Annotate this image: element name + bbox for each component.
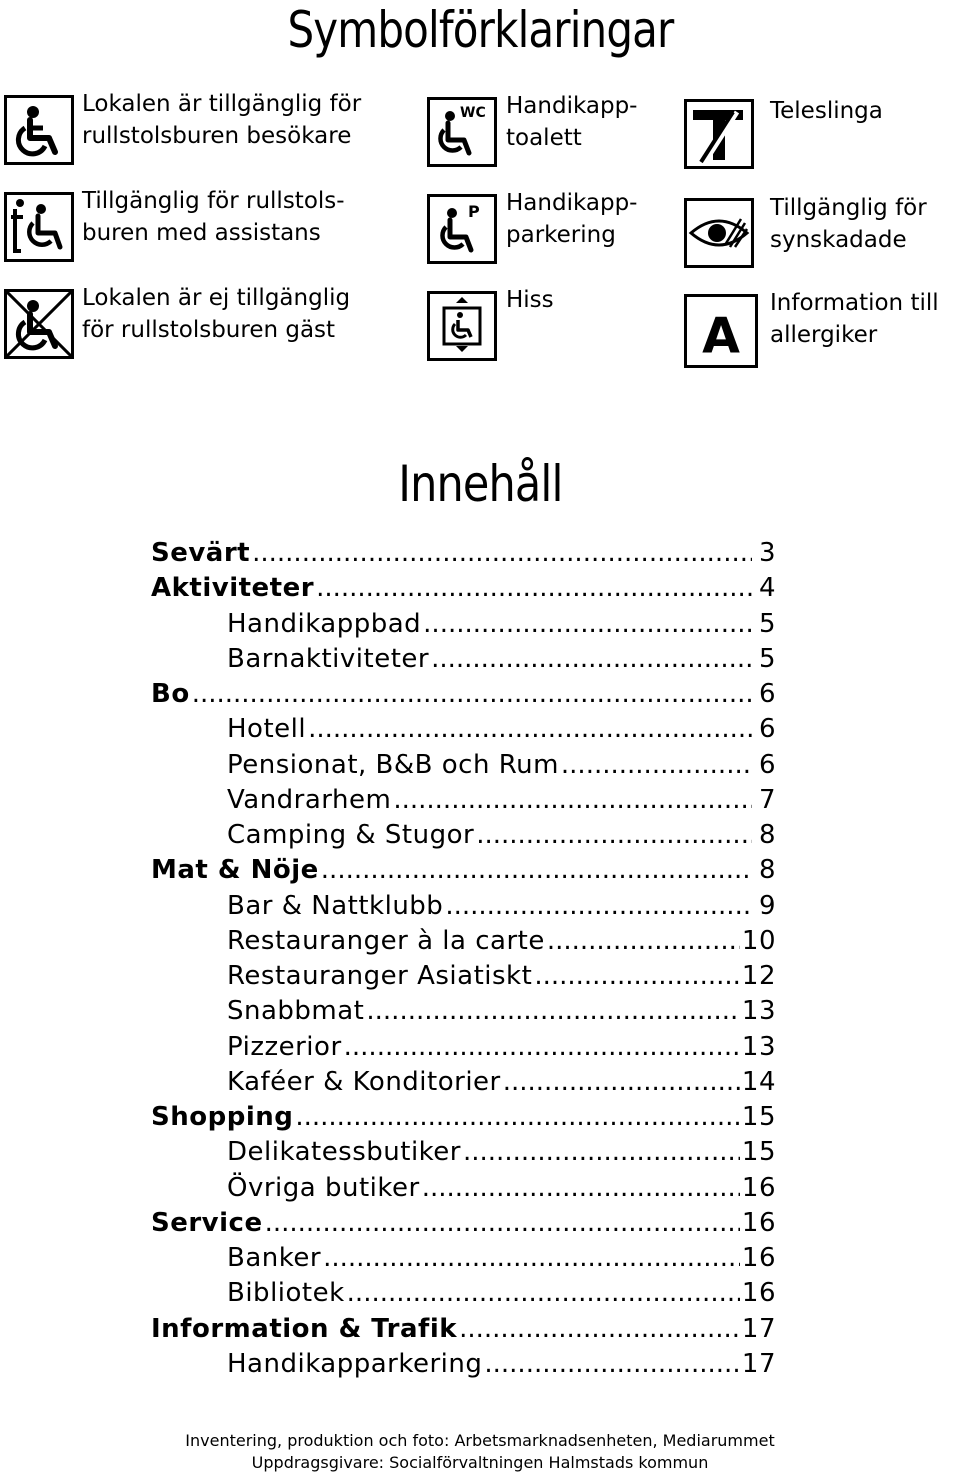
toc-entry <box>151 1206 776 1241</box>
toc-entry-page: 13 <box>741 996 776 1027</box>
elevator-icon <box>427 291 497 361</box>
footer-credits: Inventering, produktion och foto: Arbetsmarknadsenheten, Mediarummet <box>185 1431 775 1450</box>
toc-entry-page: 4 <box>758 573 776 604</box>
toc-entry <box>151 1135 776 1170</box>
toc-entry <box>151 1241 776 1276</box>
toc-entry <box>151 536 776 571</box>
toc-entry-label: Barnaktiviteter <box>227 643 430 674</box>
toc-leader-dots <box>316 571 752 606</box>
toc-entry-label: Snabbmat <box>227 996 365 1027</box>
toc-leader-dots <box>323 1241 740 1276</box>
legend-wc-text: Handikapp- toalett <box>506 93 638 151</box>
toc-entry-label: Aktiviteter <box>151 573 315 604</box>
toc-entry <box>151 924 776 959</box>
toc-entry <box>151 1065 776 1100</box>
toc-leader-dots <box>252 536 752 571</box>
toc-entry-page: 17 <box>741 1348 776 1379</box>
toc-entry-page: 3 <box>758 538 776 568</box>
toc-entry-page: 12 <box>741 961 776 991</box>
hearing-loop-icon <box>684 99 754 169</box>
wheelchair-assist-icon <box>4 192 74 262</box>
legend-allergy-text: Information till allergiker <box>770 290 939 348</box>
toc-entry <box>151 853 776 888</box>
footer-client: Uppdragsgivare: Socialförvaltningen Halmstads kommun <box>251 1453 709 1472</box>
toc-entry <box>151 1276 776 1311</box>
toc-leader-dots <box>422 1171 740 1206</box>
toc-entry-page: 5 <box>758 643 776 674</box>
toc-entry-page: 13 <box>741 1031 776 1062</box>
toc-leader-dots <box>534 959 740 994</box>
toc-leader-dots <box>344 1030 740 1065</box>
toc-entry-label: Pizzerior <box>227 1031 342 1062</box>
svg-text:A: A <box>702 307 740 365</box>
toc-entry-label: Hotell <box>227 714 307 745</box>
eye-icon <box>684 198 754 268</box>
toc-entry-label: Restauranger Asiatiskt <box>227 961 533 991</box>
legend-wheelchair-crossed-text: Lokalen är ej tillgänglig för rullstolsburen gäst <box>82 285 351 343</box>
legend-wheelchair-text: Lokalen är tillgänglig för rullstolsburen besökare <box>82 91 362 149</box>
toc-entry <box>151 818 776 853</box>
toc-leader-dots <box>463 1135 740 1170</box>
allergy-icon <box>684 294 758 368</box>
toc-entry <box>151 1171 776 1206</box>
svg-text:P: P <box>468 202 480 221</box>
toc-leader-dots <box>561 748 752 783</box>
table-of-contents <box>151 536 776 1382</box>
toc-entry <box>151 783 776 818</box>
legend-hearing-loop-text: Teleslinga <box>770 98 883 124</box>
toc-leader-dots <box>295 1100 740 1135</box>
toc-leader-dots <box>321 853 752 888</box>
toc-entry-page: 6 <box>758 679 776 709</box>
toc-entry-page: 6 <box>758 749 776 780</box>
toc-leader-dots <box>423 607 752 642</box>
toc-entry-page: 15 <box>741 1137 776 1168</box>
toc-entry-page: 16 <box>741 1172 776 1203</box>
toc-entry-label: Restauranger à la carte <box>227 925 545 956</box>
toc-entry-label: Shopping <box>151 1102 294 1132</box>
toc-leader-dots <box>476 818 752 853</box>
page-title: Symbolförklaringar <box>287 1 674 59</box>
toc-entry-label: Banker <box>227 1243 322 1273</box>
toc-entry-page: 14 <box>741 1066 776 1097</box>
toc-leader-dots <box>192 677 752 712</box>
toc-entry-page: 15 <box>741 1102 776 1132</box>
toc-leader-dots <box>503 1065 740 1100</box>
footer <box>0 1430 960 1474</box>
toc-entry-label: Bibliotek <box>227 1278 345 1309</box>
toc-entry <box>151 677 776 712</box>
toc-entry-label: Delikatessbutiker <box>227 1137 461 1168</box>
toc-leader-dots <box>484 1347 740 1382</box>
wc-wheelchair-icon <box>427 97 497 167</box>
toc-entry-page: 10 <box>741 925 776 956</box>
toc-entry-page: 17 <box>741 1313 776 1344</box>
toc-entry-page: 16 <box>741 1207 776 1238</box>
toc-entry-page: 6 <box>758 714 776 745</box>
toc-entry-label: Pensionat, B&B och Rum <box>227 749 559 780</box>
toc-leader-dots <box>431 642 752 677</box>
toc-entry-label: Bar & Nattklubb <box>227 890 444 921</box>
toc-entry <box>151 571 776 606</box>
toc-entry-page: 16 <box>741 1278 776 1309</box>
toc-entry <box>151 959 776 994</box>
toc-entry-label: Vandrarhem <box>227 784 392 815</box>
toc-entry-label: Bo <box>151 679 190 709</box>
toc-entry-label: Sevärt <box>151 538 251 568</box>
toc-leader-dots <box>347 1276 740 1311</box>
legend-elevator-text: Hiss <box>506 287 554 313</box>
toc-entry-page: 16 <box>741 1243 776 1273</box>
toc-entry <box>151 712 776 747</box>
toc-entry-page: 8 <box>758 820 776 850</box>
toc-entry <box>151 1100 776 1135</box>
toc-leader-dots <box>366 994 740 1029</box>
legend-eye-text: Tillgänglig för synskadade <box>770 195 927 253</box>
toc-leader-dots <box>547 924 740 959</box>
toc-leader-dots <box>393 783 752 818</box>
toc-entry <box>151 642 776 677</box>
toc-leader-dots <box>265 1206 740 1241</box>
parking-wheelchair-icon <box>427 194 497 264</box>
toc-entry-label: Camping & Stugor <box>227 820 475 850</box>
legend-wheelchair-assist-text: Tillgänglig för rullstols- buren med assistans <box>82 188 345 246</box>
toc-entry-label: Handikapparkering <box>227 1348 483 1379</box>
toc-leader-dots <box>308 712 752 747</box>
toc-leader-dots <box>445 889 752 924</box>
wheelchair-crossed-icon <box>4 289 74 359</box>
svg-text:WC: WC <box>460 105 486 121</box>
toc-entry-page: 8 <box>758 855 776 886</box>
toc-entry-page: 7 <box>758 784 776 815</box>
toc-entry-label: Mat & Nöje <box>151 855 319 886</box>
toc-entry-label: Övriga butiker <box>227 1172 420 1203</box>
toc-title: Innehåll <box>398 455 563 513</box>
toc-entry-label: Kaféer & Konditorier <box>227 1066 501 1097</box>
toc-entry <box>151 1312 776 1347</box>
legend-parking-text: Handikapp- parkering <box>506 190 638 248</box>
toc-entry <box>151 1030 776 1065</box>
toc-entry <box>151 607 776 642</box>
toc-entry-page: 5 <box>758 608 776 639</box>
toc-leader-dots <box>459 1312 740 1347</box>
toc-entry <box>151 889 776 924</box>
toc-entry-label: Handikappbad <box>227 608 422 639</box>
toc-entry-label: Information & Trafik <box>151 1313 458 1344</box>
toc-entry <box>151 748 776 783</box>
toc-entry-page: 9 <box>758 890 776 921</box>
toc-entry <box>151 1347 776 1382</box>
toc-entry-label: Service <box>151 1207 263 1238</box>
wheelchair-icon <box>4 95 74 165</box>
toc-entry <box>151 994 776 1029</box>
